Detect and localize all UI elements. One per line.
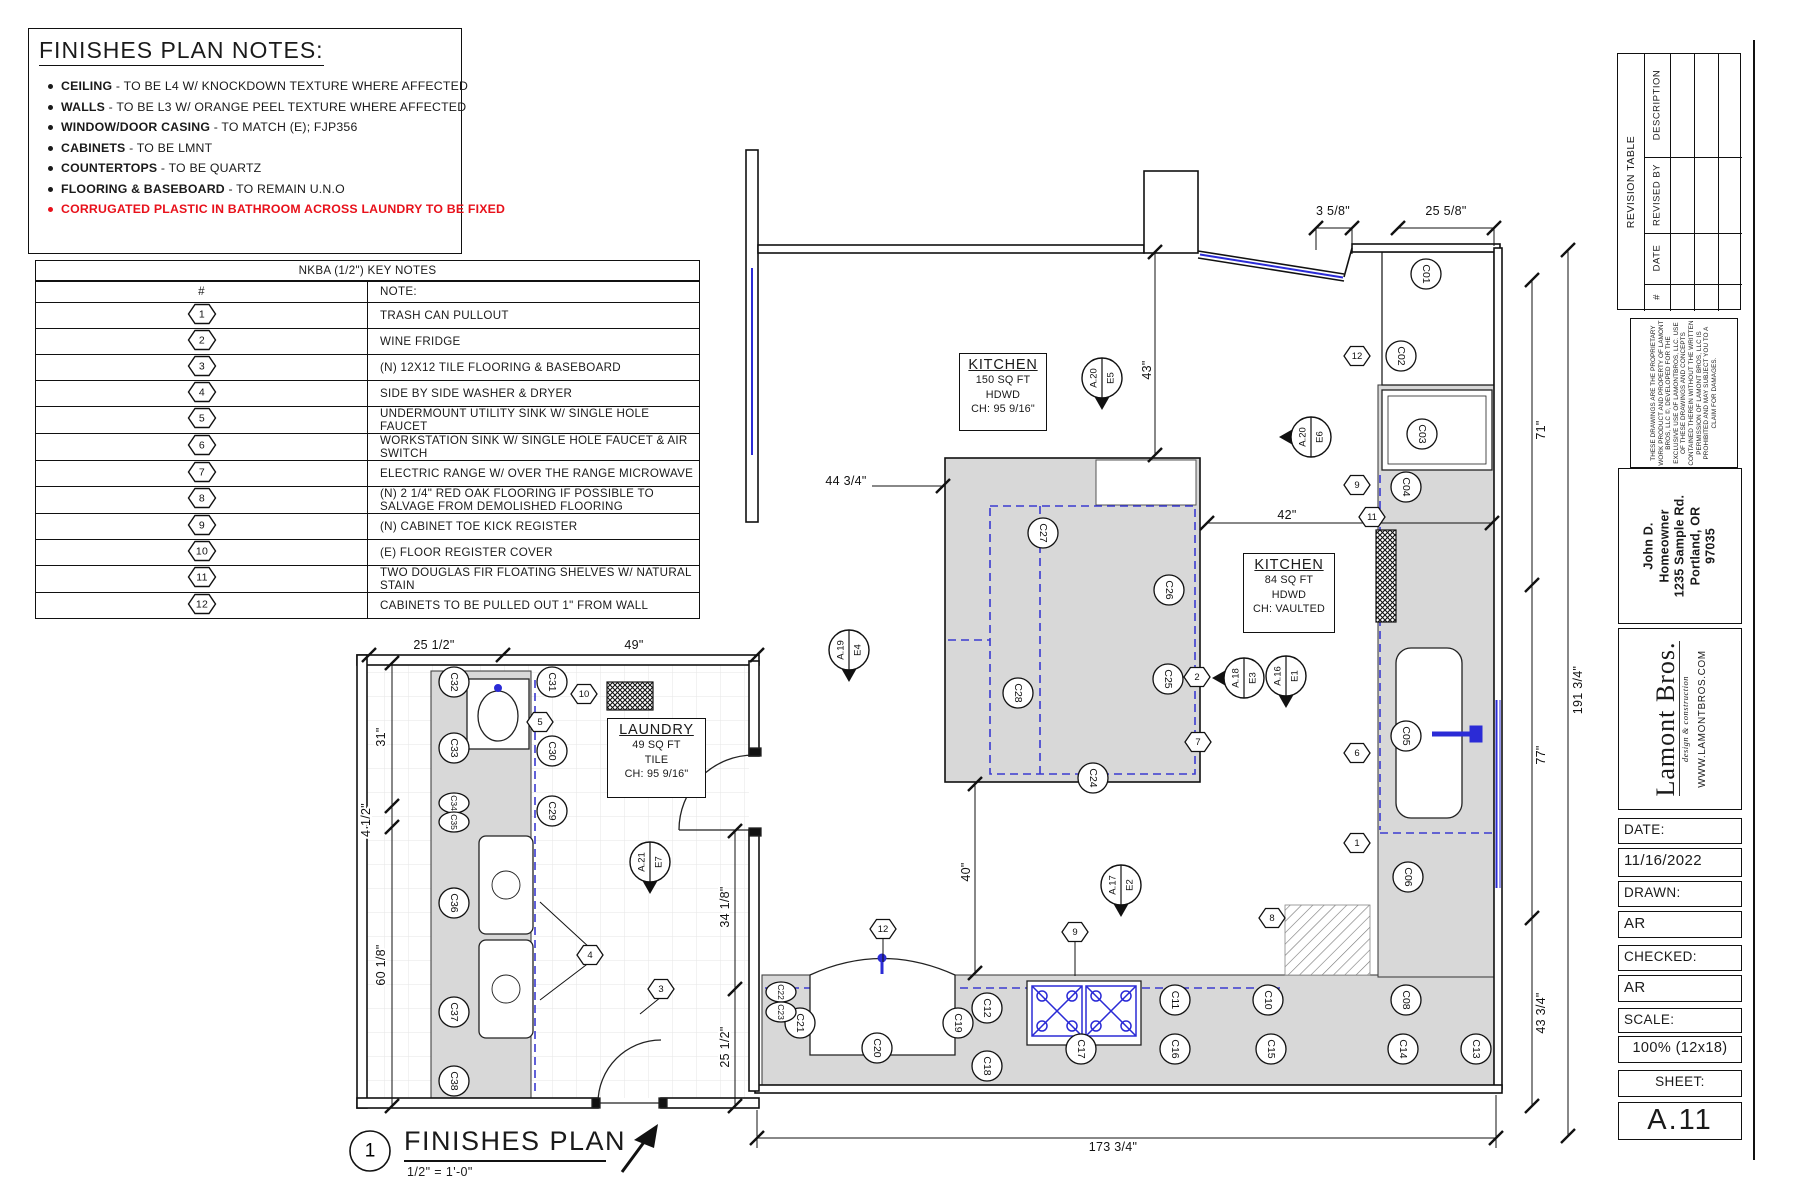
svg-text:5: 5 — [537, 717, 543, 728]
callout-bubble — [766, 982, 796, 1002]
svg-text:A.20: A.20 — [1297, 427, 1309, 447]
finish-note-item: FLOORING & BASEBOARD - TO REMAIN U.N.O — [61, 179, 449, 200]
room-floor: HDWD — [1271, 588, 1307, 601]
svg-text:E6: E6 — [1314, 431, 1326, 443]
callout-bubble — [972, 1051, 1002, 1081]
key-note-row — [36, 354, 700, 380]
svg-text:C31: C31 — [546, 672, 558, 692]
dimension-label: 77" — [1534, 745, 1548, 765]
revision-table — [1617, 53, 1741, 310]
finish-note-item: WALLS - TO BE L3 W/ ORANGE PEEL TEXTURE WHERE AFFECTED — [61, 97, 449, 118]
svg-text:7: 7 — [1195, 737, 1201, 748]
dimension-label: 43" — [1140, 360, 1154, 380]
callout-bubble — [439, 667, 469, 697]
key-note-number — [36, 328, 368, 354]
key-note-row — [36, 460, 700, 486]
keynote-hexagon — [527, 713, 553, 732]
svg-text:C13: C13 — [1470, 1039, 1482, 1059]
keynote-hexagon — [1344, 744, 1370, 763]
keynote-hexagon — [870, 920, 896, 939]
elevation-marker — [1082, 358, 1122, 410]
svg-text:5: 5 — [198, 412, 205, 425]
elevation-marker — [1212, 658, 1264, 698]
dimension-label: 40" — [959, 862, 973, 882]
svg-text:6: 6 — [198, 439, 205, 452]
keynote-hexagon — [571, 685, 597, 704]
svg-text:C06: C06 — [1402, 867, 1414, 887]
svg-text:C35: C35 — [449, 814, 459, 830]
svg-text:9: 9 — [198, 519, 205, 531]
dimension-label: 173 3/4" — [1088, 1140, 1138, 1154]
svg-text:A.19: A.19 — [835, 640, 847, 660]
laundry-counter-hatch — [607, 682, 653, 710]
key-note-row — [36, 565, 700, 592]
svg-text:2: 2 — [1194, 672, 1200, 683]
sheet-title: FINISHES PLAN — [404, 1126, 627, 1156]
svg-text:C05: C05 — [1400, 726, 1412, 746]
keynote-hexagon — [1359, 508, 1385, 527]
field-date-label: DATE: — [1618, 818, 1742, 844]
callout-bubble — [1153, 664, 1183, 694]
key-note-row — [36, 513, 700, 539]
field-drawn-label: DRAWN: — [1618, 881, 1742, 907]
key-note-text: (E) FLOOR REGISTER COVER — [368, 539, 700, 565]
callout-bubble — [537, 796, 567, 826]
elevation-marker — [1279, 417, 1331, 457]
svg-text:11: 11 — [1367, 512, 1377, 523]
revision-table-title: REVISION TABLE — [1625, 135, 1637, 229]
svg-text:C21: C21 — [794, 1013, 806, 1033]
svg-text:C28: C28 — [1012, 683, 1024, 703]
callout-bubble — [766, 1002, 796, 1022]
room-label-laundry — [607, 718, 706, 798]
svg-text:9: 9 — [1354, 480, 1360, 491]
key-note-row — [36, 328, 700, 354]
sheet-number: A.11 — [1618, 1102, 1742, 1140]
svg-text:C04: C04 — [1400, 477, 1412, 497]
client-address: John D. Homeowner 1235 Sample Rd. Portland, OR 97035 — [1641, 494, 1718, 598]
svg-text:C02: C02 — [1395, 346, 1407, 366]
keynote-hexagon — [1344, 347, 1370, 366]
dimension-label: 3 5/8" — [1315, 204, 1351, 218]
svg-text:E7: E7 — [653, 856, 665, 868]
notes-list — [39, 76, 506, 220]
finish-note-item: COUNTERTOPS - TO BE QUARTZ — [61, 158, 449, 179]
svg-text:C30: C30 — [546, 741, 558, 761]
svg-text:C12: C12 — [981, 998, 993, 1018]
callout-bubble — [1388, 1034, 1418, 1064]
elevation-marker — [1266, 656, 1306, 708]
elevation-marker — [1101, 865, 1141, 917]
island-notch — [1096, 460, 1196, 505]
key-note-number — [36, 354, 368, 380]
revision-col-description: DESCRIPTION — [1651, 69, 1663, 141]
svg-text:C19: C19 — [952, 1013, 964, 1033]
revision-col-date: DATE — [1651, 244, 1663, 272]
svg-text:10: 10 — [195, 545, 208, 557]
svg-text:A.18: A.18 — [1230, 668, 1242, 688]
sheet-title-underline — [404, 1160, 606, 1162]
key-note-row — [36, 486, 700, 513]
svg-text:10: 10 — [578, 689, 590, 700]
room-area: 84 SQ FT — [1264, 574, 1314, 586]
callout-bubble — [862, 1033, 892, 1063]
svg-text:C01: C01 — [1420, 264, 1432, 284]
key-notes-col-note: NOTE: — [368, 281, 700, 302]
salvage-floor-hatch — [1285, 905, 1370, 975]
callout-bubble — [537, 667, 567, 697]
keynote-hexagon — [1344, 476, 1370, 495]
key-note-row — [36, 592, 700, 618]
detail-number: 1 — [364, 1140, 376, 1162]
dimension-label: 191 3/4" — [1571, 665, 1585, 715]
svg-text:E3: E3 — [1247, 672, 1259, 684]
svg-text:C25: C25 — [1162, 669, 1174, 689]
revision-col-revised-by: REVISED BY — [1651, 163, 1663, 227]
svg-text:C22: C22 — [776, 984, 786, 1000]
callout-bubble — [1407, 419, 1437, 449]
dimension-label: 44 3/4" — [825, 474, 867, 488]
dimension-label: 4 1/2" — [359, 802, 373, 838]
svg-text:2: 2 — [198, 334, 205, 346]
svg-text:12: 12 — [1351, 351, 1363, 362]
svg-text:8: 8 — [1269, 913, 1275, 924]
key-note-row — [36, 302, 700, 328]
keynote-hexagon — [1185, 733, 1211, 752]
finish-note-item: CEILING - TO BE L4 W/ KNOCKDOWN TEXTURE WHERE AFFECTED — [61, 76, 449, 97]
svg-text:C20: C20 — [871, 1038, 883, 1058]
keynote-hexagon — [1062, 923, 1088, 942]
callout-bubble — [537, 736, 567, 766]
svg-text:1: 1 — [1354, 838, 1360, 849]
key-note-number — [36, 302, 368, 328]
key-note-text: WINE FRIDGE — [368, 328, 700, 354]
company-website: WWW.LAMONTBROS.COM — [1697, 650, 1708, 788]
svg-text:C24: C24 — [1087, 768, 1099, 788]
svg-text:C14: C14 — [1397, 1039, 1409, 1059]
room-floor: HDWD — [985, 388, 1021, 401]
room-area: 150 SQ FT — [975, 374, 1031, 386]
callout-bubble — [1003, 678, 1033, 708]
svg-text:C32: C32 — [448, 672, 460, 692]
callout-bubble — [439, 888, 469, 918]
svg-text:E2: E2 — [1124, 879, 1136, 891]
finish-note-item: CORRUGATED PLASTIC IN BATHROOM ACROSS LAUNDRY TO BE FIXED — [61, 199, 449, 220]
svg-text:C16: C16 — [1169, 1039, 1181, 1059]
field-checked-label: CHECKED: — [1618, 945, 1742, 971]
svg-text:E5: E5 — [1105, 372, 1117, 384]
svg-text:A.16: A.16 — [1272, 666, 1284, 686]
room-area: 49 SQ FT — [632, 739, 681, 751]
key-note-row — [36, 433, 700, 460]
svg-text:C38: C38 — [448, 1071, 460, 1091]
svg-text:C36: C36 — [448, 893, 460, 913]
finishes-plan-notes-panel — [28, 28, 506, 254]
room-ceiling-height: CH: 95 9/16" — [624, 768, 689, 780]
svg-text:6: 6 — [1354, 748, 1360, 759]
svg-text:9: 9 — [1072, 927, 1078, 938]
svg-text:3: 3 — [198, 360, 205, 372]
notes-title: FINISHES PLAN NOTES: — [39, 37, 324, 66]
key-note-text: (N) CABINET TOE KICK REGISTER — [368, 513, 700, 539]
keynote-hexagon — [648, 980, 674, 999]
key-notes-col-num: # — [36, 281, 368, 302]
key-note-text: TWO DOUGLAS FIR FLOATING SHELVES W/ NATURAL STAIN — [368, 565, 700, 592]
finish-note-item: WINDOW/DOOR CASING - TO MATCH (E); FJP356 — [61, 117, 449, 138]
key-note-number — [36, 513, 368, 539]
svg-text:C17: C17 — [1075, 1039, 1087, 1059]
callout-bubble — [1160, 1034, 1190, 1064]
room-ceiling-height: CH: 95 9/16" — [971, 403, 1035, 415]
svg-text:8: 8 — [198, 492, 205, 505]
svg-text:1: 1 — [198, 308, 205, 320]
room-name: KITCHEN — [1254, 557, 1324, 573]
field-scale-value: 100% (12x18) — [1618, 1036, 1742, 1063]
callout-bubble — [439, 812, 469, 832]
callout-bubble — [439, 733, 469, 763]
company-tagline: design & construction — [1680, 675, 1690, 763]
svg-text:C03: C03 — [1416, 424, 1428, 444]
svg-text:C15: C15 — [1265, 1039, 1277, 1059]
field-checked-value: AR — [1618, 975, 1742, 1002]
callout-bubble — [1078, 763, 1108, 793]
legal-text: THESE DRAWINGS ARE THE PROPRIETARY WORK PRODUCT AND PROPERTY OF LAMONT BROS, LLC ©, DEVELOPED FOR THE EXCLUSIVE USE OF LAMONTBROS, LLC. USE OF THESE DRAWINGS AND CONCEPTS CONTAINED THEREIN WITHOUT THE WRITTEN PERMISSION OF LAMONT BROS, LLC IS PROHIBITED AND MAY SUBJECT YOU TO A CLAIM FOR DAMAGES. — [1649, 320, 1718, 466]
dimension-label: 31" — [374, 727, 388, 747]
room-name: LAUNDRY — [619, 722, 694, 738]
callout-bubble — [1411, 259, 1441, 289]
keynote-hexagon — [1259, 909, 1285, 928]
keynote-hexagon — [1184, 668, 1210, 687]
key-note-number — [36, 406, 368, 433]
callout-bubble — [1391, 721, 1421, 751]
callout-bubble — [1391, 985, 1421, 1015]
key-note-number — [36, 486, 368, 513]
key-note-text: CABINETS TO BE PULLED OUT 1" FROM WALL — [368, 592, 700, 618]
room-floor: TILE — [644, 753, 669, 766]
svg-text:E4: E4 — [852, 644, 864, 656]
title-block-border — [1753, 40, 1755, 1160]
svg-text:A.21: A.21 — [636, 852, 648, 872]
callout-bubble — [1386, 341, 1416, 371]
key-note-number — [36, 565, 368, 592]
callout-bubble — [1391, 472, 1421, 502]
svg-text:C27: C27 — [1037, 523, 1049, 543]
svg-text:C10: C10 — [1262, 990, 1274, 1010]
callout-bubble — [1154, 575, 1184, 605]
field-date-value: 11/16/2022 — [1618, 848, 1742, 877]
field-scale-label: SCALE: — [1618, 1008, 1742, 1033]
key-note-text: WORKSTATION SINK W/ SINGLE HOLE FAUCET & AIR SWITCH — [368, 433, 700, 460]
revision-col-number: # — [1651, 294, 1663, 300]
sheet-scale: 1/2" = 1'-0" — [407, 1165, 473, 1179]
callout-bubble — [1253, 985, 1283, 1015]
key-note-text: TRASH CAN PULLOUT — [368, 302, 700, 328]
svg-text:C29: C29 — [546, 801, 558, 821]
dimension-label: 60 1/8" — [374, 944, 388, 986]
client-info-box — [1618, 468, 1742, 624]
field-sheet-label: SHEET: — [1618, 1070, 1742, 1097]
callout-bubble — [1461, 1034, 1491, 1064]
room-name: KITCHEN — [968, 357, 1038, 373]
svg-text:12: 12 — [195, 598, 208, 610]
room-label-kitchen-2 — [1243, 553, 1335, 633]
key-note-text: ELECTRIC RANGE W/ OVER THE RANGE MICROWAVE — [368, 460, 700, 486]
company-logo: Lamont Bros. — [1651, 641, 1680, 797]
dimension-label: 71" — [1534, 420, 1548, 440]
dimension-label: 25 5/8" — [1425, 204, 1467, 218]
logo-box — [1618, 628, 1742, 810]
field-drawn-value: AR — [1618, 911, 1742, 938]
dimension-label: 43 3/4" — [1534, 992, 1548, 1034]
callout-bubble — [1160, 985, 1190, 1015]
room-label-kitchen-1 — [959, 353, 1047, 431]
callout-bubble — [943, 1008, 973, 1038]
keynote-hexagon — [1344, 834, 1370, 853]
key-note-row — [36, 380, 700, 406]
key-notes-table — [35, 260, 700, 619]
svg-text:E1: E1 — [1289, 670, 1301, 682]
key-note-row — [36, 406, 700, 433]
dimension-label: 25 1/2" — [413, 638, 455, 652]
callout-bubble — [439, 997, 469, 1027]
key-note-number — [36, 433, 368, 460]
svg-text:A.20: A.20 — [1088, 368, 1100, 388]
key-note-row — [36, 539, 700, 565]
svg-text:4: 4 — [587, 950, 593, 961]
svg-text:C08: C08 — [1400, 990, 1412, 1010]
svg-text:7: 7 — [198, 466, 205, 478]
keynote-hexagon — [577, 946, 603, 965]
key-note-number — [36, 539, 368, 565]
dimension-label: 49" — [624, 638, 644, 652]
svg-text:12: 12 — [877, 924, 889, 935]
svg-text:C37: C37 — [448, 1002, 460, 1022]
elevation-marker — [829, 630, 869, 682]
legal-text-box — [1630, 318, 1738, 468]
callout-bubble — [1393, 862, 1423, 892]
north-arrow-icon — [622, 1124, 658, 1172]
dimension-label: 25 1/2" — [718, 1026, 732, 1068]
dishwasher-hatch — [1376, 530, 1396, 622]
svg-text:C33: C33 — [448, 738, 460, 758]
svg-text:C34: C34 — [449, 795, 459, 811]
key-notes-title: NKBA (1/2") KEY NOTES — [36, 261, 700, 282]
room-ceiling-height: CH: VAULTED — [1253, 603, 1325, 615]
callout-bubble — [439, 1066, 469, 1096]
svg-text:C11: C11 — [1169, 990, 1181, 1010]
callout-bubble — [1028, 518, 1058, 548]
svg-text:C23: C23 — [776, 1004, 786, 1020]
callout-bubble — [1066, 1034, 1096, 1064]
finish-note-item: CABINETS - TO BE LMNT — [61, 138, 449, 159]
svg-text:C26: C26 — [1163, 580, 1175, 600]
callout-bubble — [972, 993, 1002, 1023]
dimension-label: 34 1/8" — [718, 886, 732, 928]
key-note-text: SIDE BY SIDE WASHER & DRYER — [368, 380, 700, 406]
key-note-text: UNDERMOUNT UTILITY SINK W/ SINGLE HOLE FAUCET — [368, 406, 700, 433]
svg-text:11: 11 — [195, 571, 208, 584]
callout-bubble — [439, 793, 469, 813]
svg-text:C18: C18 — [981, 1056, 993, 1076]
svg-text:4: 4 — [198, 386, 205, 398]
key-note-text: (N) 12X12 TILE FLOORING & BASEBOARD — [368, 354, 700, 380]
dimension-label: 42" — [1277, 508, 1297, 522]
key-note-number — [36, 380, 368, 406]
key-note-text: (N) 2 1/4" RED OAK FLOORING IF POSSIBLE TO SALVAGE FROM DEMOLISHED FLOORING — [368, 486, 700, 513]
callout-bubble — [1256, 1034, 1286, 1064]
key-note-number — [36, 592, 368, 618]
svg-text:3: 3 — [658, 984, 664, 995]
key-note-number — [36, 460, 368, 486]
svg-text:A.17: A.17 — [1107, 875, 1119, 895]
